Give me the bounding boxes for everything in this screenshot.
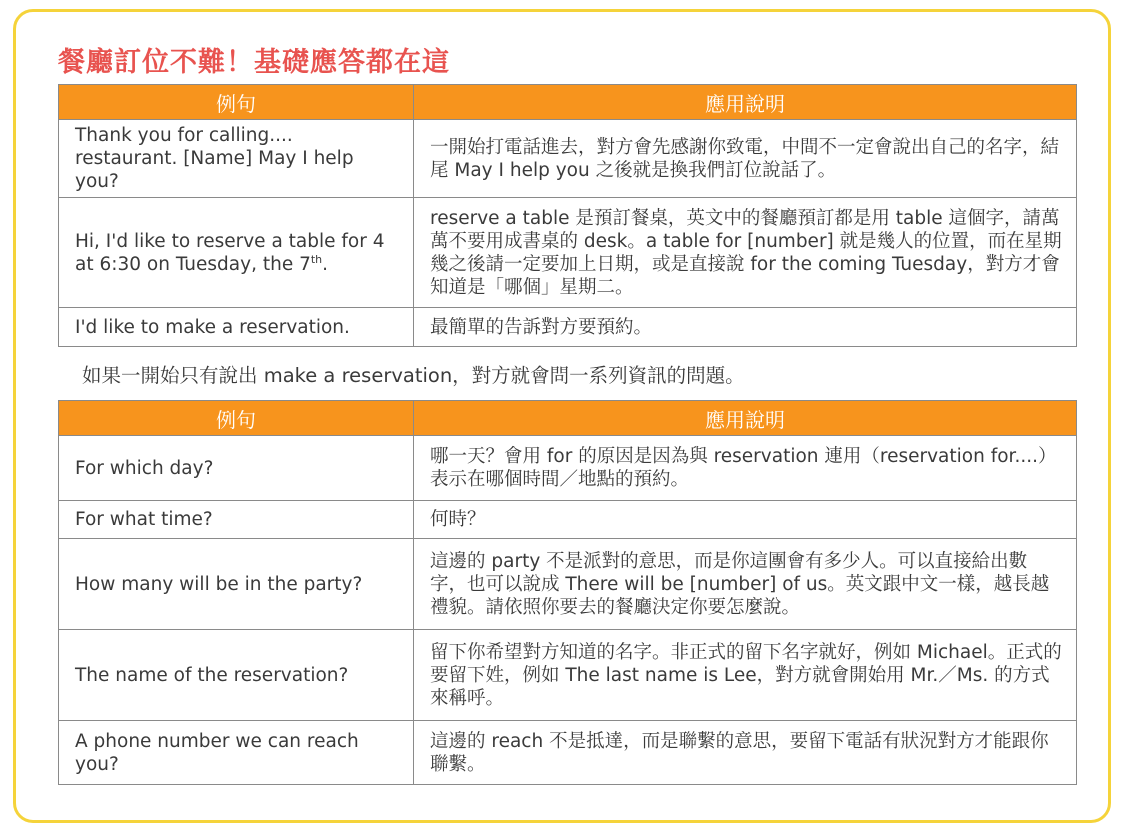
explanation-cell: 這邊的 reach 不是抵達，而是聯繫的意思，要留下電話有狀況對方才能跟你聯繫。 [414, 721, 1077, 785]
example-cell: For what time? [59, 501, 414, 539]
table-header-row [59, 85, 1077, 120]
header-explanation: 應用說明 [414, 85, 1077, 120]
intro-note: 如果一開始只有說出 make a reservation，對方就會問一系列資訊的問題。 [82, 364, 745, 387]
table-row [59, 308, 1077, 347]
explanation-cell: 何時？ [414, 501, 1077, 539]
table-row [59, 630, 1077, 721]
table-row [59, 539, 1077, 630]
header-example: 例句 [59, 85, 414, 120]
example-text: Hi, I'd like to reserve a table for 4 at 6:30 on Tuesday, the 7 [75, 230, 385, 275]
table-row [59, 120, 1077, 198]
header-example: 例句 [59, 401, 414, 436]
table-row [59, 198, 1077, 308]
example-cell: I'd like to make a reservation. [59, 308, 414, 347]
example-cell: How many will be in the party? [59, 539, 414, 630]
ordinal-suffix: th [310, 252, 323, 266]
explanation-cell: reserve a table 是預訂餐桌，英文中的餐廳預訂都是用 table 這個字，請萬萬不要用成書桌的 desk。a table for [number] 就是幾人的位置，而在星期幾之後請一定要加上日期，或是直接說 for the coming Tuesday，對方才會知道是「哪個」星期二。 [414, 198, 1077, 308]
example-cell [59, 198, 414, 308]
table-row [59, 721, 1077, 785]
phrases-table-2 [58, 400, 1077, 785]
table-header-row [59, 401, 1077, 436]
explanation-cell: 這邊的 party 不是派對的意思，而是你這團會有多少人。可以直接給出數字，也可以說成 There will be [number] of us。英文跟中文一樣，越長越禮貌。請依照你要去的餐廳決定你要怎麼說。 [414, 539, 1077, 630]
explanation-cell: 最簡單的告訴對方要預約。 [414, 308, 1077, 347]
phrases-table-1 [58, 84, 1077, 347]
example-cell: For which day? [59, 436, 414, 501]
example-cell: The name of the reservation? [59, 630, 414, 721]
example-end: . [322, 253, 329, 275]
explanation-cell: 哪一天？會用 for 的原因是因為與 reservation 連用（reservation for....）表示在哪個時間／地點的預約。 [414, 436, 1077, 501]
explanation-cell: 一開始打電話進去，對方會先感謝你致電，中間不一定會說出自己的名字，結尾 May I help you 之後就是換我們訂位說話了。 [414, 120, 1077, 198]
example-cell: Thank you for calling.... restaurant. [Name] May I help you? [59, 120, 414, 198]
header-explanation: 應用說明 [414, 401, 1077, 436]
page-title: 餐廳訂位不難！基礎應答都在這 [58, 47, 450, 78]
example-cell: A phone number we can reach you? [59, 721, 414, 785]
table-row [59, 501, 1077, 539]
explanation-cell: 留下你希望對方知道的名字。非正式的留下名字就好，例如 Michael。正式的要留下姓，例如 The last name is Lee，對方就會開始用 Mr.／Ms. 的方式來稱呼。 [414, 630, 1077, 721]
table-row [59, 436, 1077, 501]
